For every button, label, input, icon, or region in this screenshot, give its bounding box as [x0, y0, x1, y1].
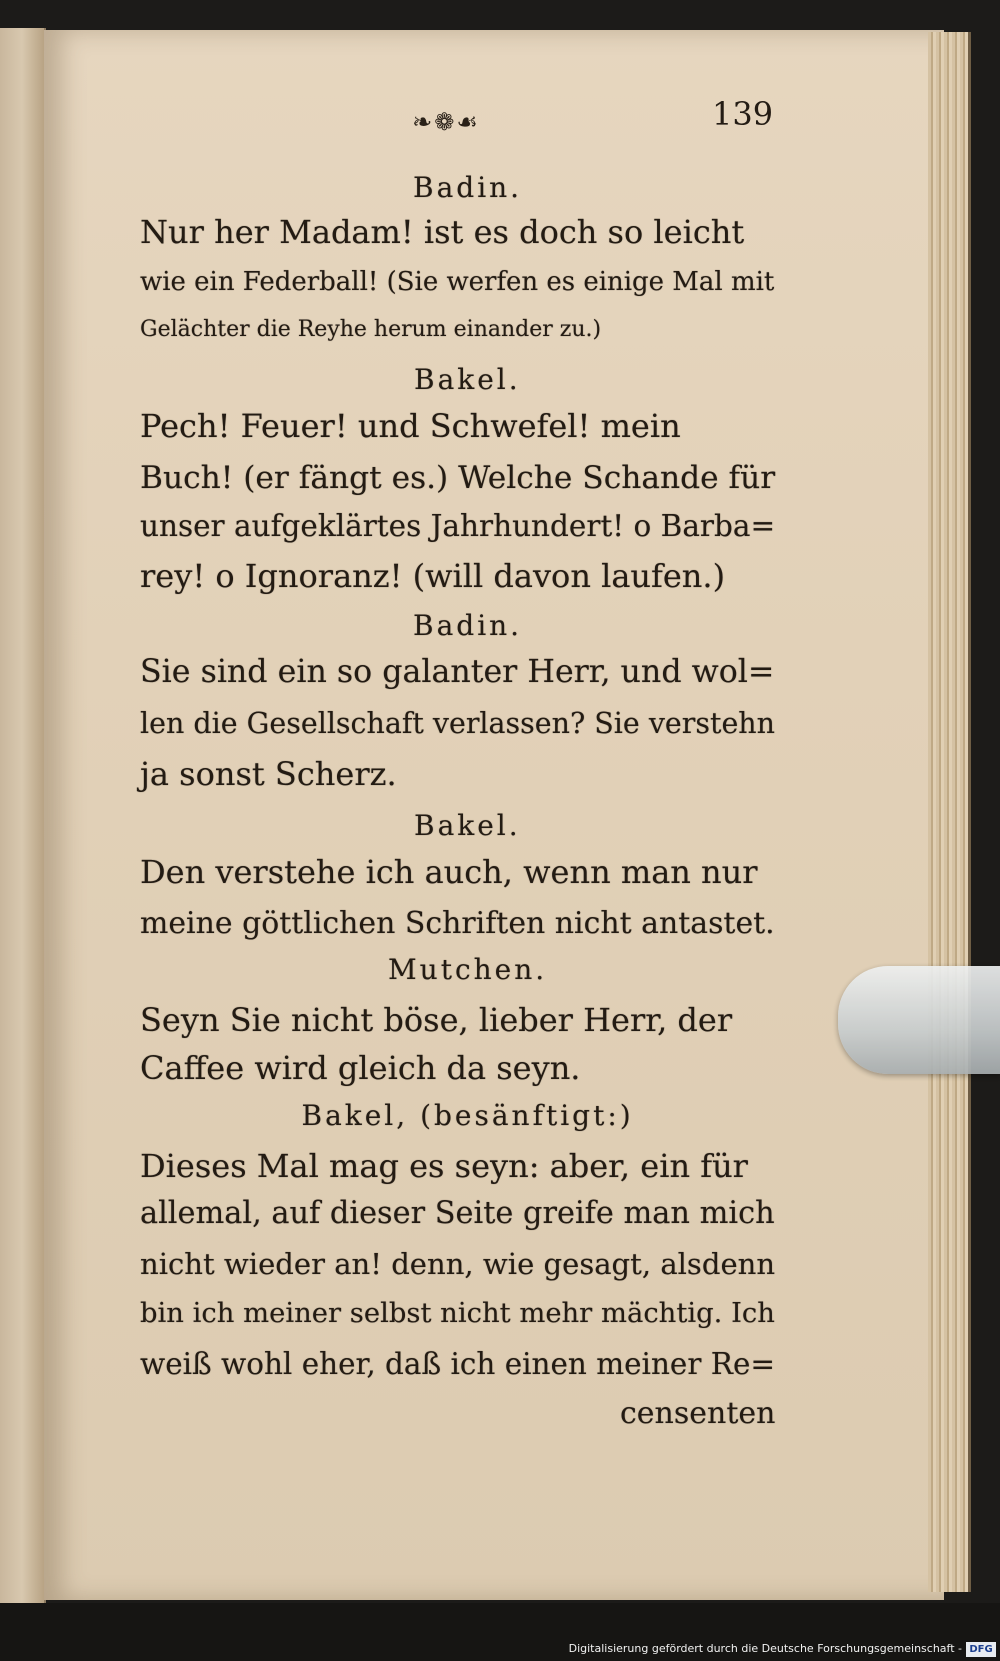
header-ornament: ❧❁☙	[412, 108, 480, 136]
text-line: rey! o Ignoranz! (will davon laufen.)	[140, 557, 726, 595]
page-number: 139	[712, 95, 774, 133]
text-line: Nur her Madam! ist es doch so leicht	[140, 213, 745, 251]
text-line: Caffee wird gleich da seyn.	[140, 1049, 581, 1087]
text-line: meine göttlichen Schriften nicht antastet.	[140, 906, 775, 941]
text-line: unser aufgeklärtes Jahrhundert! o Barba=	[140, 509, 776, 543]
speaker-line: Badin.	[413, 171, 523, 204]
text-line: Dieses Mal mag es seyn: aber, ein für	[140, 1147, 748, 1185]
text-line: Sie sind ein so galanter Herr, und wol=	[140, 654, 775, 690]
stage-direction-line: Gelächter die Reyhe herum einander zu.)	[140, 317, 602, 342]
text-line: Den verstehe ich auch, wenn man nur	[140, 853, 758, 891]
dfg-logo: DFG	[966, 1642, 996, 1657]
text-line: Buch! (er fängt es.) Welche Schande für	[140, 460, 776, 496]
text-line: nicht wieder an! denn, wie gesagt, alsdenn	[140, 1247, 776, 1281]
text-line: allemal, auf dieser Seite greife man mich	[140, 1196, 775, 1231]
text-line: weiß wohl eher, daß ich einen meiner Re=	[140, 1347, 776, 1381]
page-clip	[838, 966, 1000, 1074]
speaker-line: Bakel, (besänftigt:)	[301, 1099, 634, 1132]
speaker-line: Badin.	[413, 609, 523, 642]
text-line: ja sonst Scherz.	[140, 755, 397, 793]
digitization-credit: Digitalisierung gefördert durch die Deutsche Forschungsgemeinschaft -	[568, 1642, 962, 1655]
page-stack-edge	[928, 32, 971, 1592]
catchword: censenten	[620, 1396, 776, 1431]
previous-page-edge	[0, 28, 46, 1603]
text-line: bin ich meiner selbst nicht mehr mächtig. Ich	[140, 1298, 775, 1329]
text-line: len die Gesellschaft verlassen? Sie verstehn	[140, 707, 776, 740]
text-line: Seyn Sie nicht böse, lieber Herr, der	[140, 1001, 733, 1039]
footer-bar	[0, 1603, 1000, 1661]
text-line: wie ein Federball! (Sie werfen es einige Mal mit	[140, 267, 775, 297]
speaker-line: Mutchen.	[388, 953, 548, 986]
speaker-line: Bakel.	[414, 363, 521, 396]
text-line: Pech! Feuer! und Schwefel! mein	[140, 407, 681, 445]
speaker-line: Bakel.	[414, 809, 521, 842]
